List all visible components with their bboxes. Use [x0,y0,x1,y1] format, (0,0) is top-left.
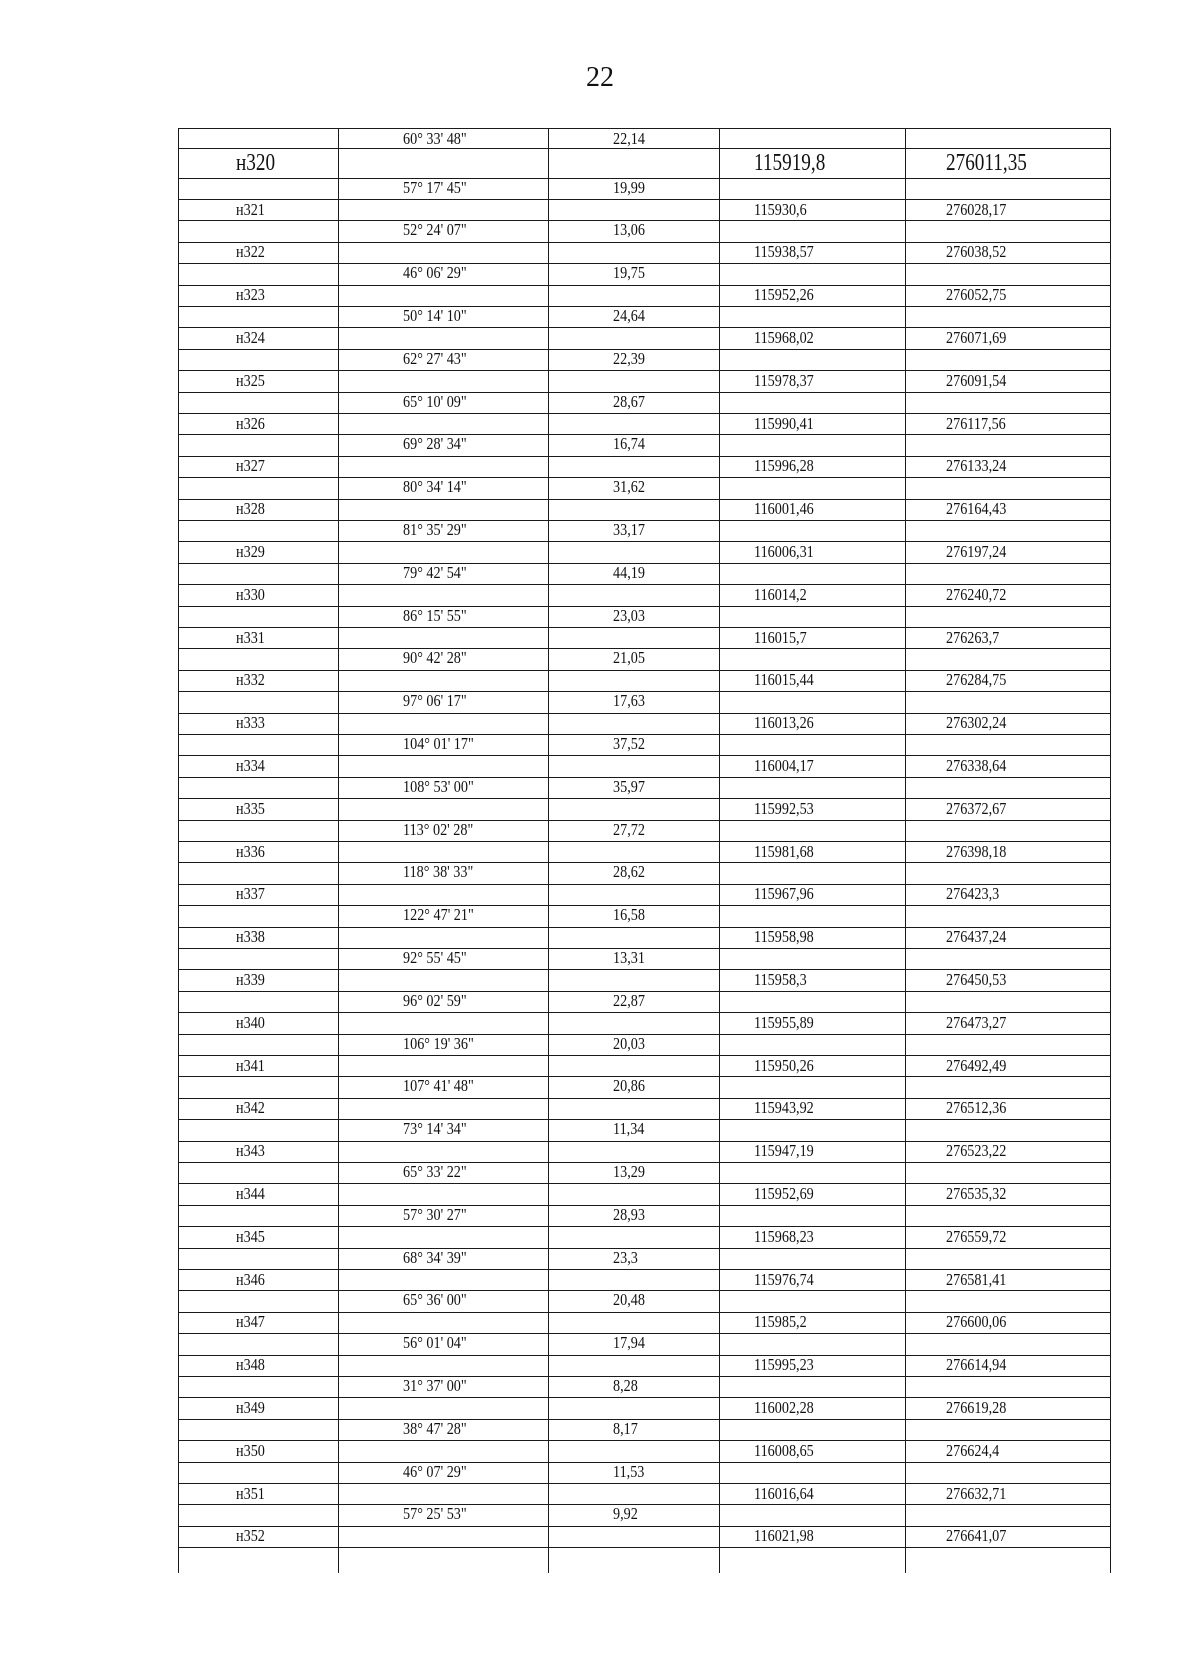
x-coordinate: 116015,7 [754,627,807,647]
y-coordinate: 276133,24 [946,456,1007,476]
y-coordinate: 276437,24 [946,927,1007,947]
x-coordinate: 115938,57 [754,242,814,262]
direction-angle: 81° 35' 29" [403,520,467,539]
segment-length: 22,87 [613,990,645,1010]
direction-angle: 113° 02' 28" [403,819,474,839]
segment-length: 13,29 [613,1162,645,1181]
y-coordinate: 276302,24 [946,713,1007,733]
y-coordinate: 276600,06 [946,1312,1007,1332]
x-coordinate: 116008,65 [754,1440,814,1460]
point-label: н352 [236,1526,265,1546]
segment-length: 31,62 [613,477,645,497]
y-coordinate: 276581,41 [946,1269,1007,1289]
segment-length: 20,48 [613,1290,645,1310]
point-label: н343 [236,1141,265,1161]
x-coordinate: 115967,96 [754,884,814,904]
direction-angle: 57° 17' 45" [403,178,467,197]
y-coordinate: 276338,64 [946,755,1007,775]
direction-angle: 65° 36' 00" [403,1290,467,1310]
segment-length: 11,53 [613,1461,645,1481]
y-coordinate: 276559,72 [946,1226,1007,1246]
x-coordinate: 115943,92 [754,1098,814,1118]
direction-angle: 65° 33' 22" [403,1162,467,1181]
segment-length: 20,03 [613,1033,645,1053]
direction-angle: 118° 38' 33" [403,862,474,882]
row-rule [178,1376,1110,1377]
direction-angle: 79° 42' 54" [403,562,467,582]
direction-angle: 57° 30' 27" [403,1204,467,1224]
row-rule [178,1504,1110,1505]
segment-length: 8,28 [613,1376,638,1395]
x-coordinate: 115952,69 [754,1183,814,1203]
segment-length: 16,58 [613,905,645,925]
row-rule [178,148,1110,149]
direction-angle: 65° 10' 09" [403,391,467,411]
direction-angle: 60° 33' 48" [403,129,467,148]
x-coordinate: 115968,02 [754,327,814,347]
y-coordinate: 276284,75 [946,670,1007,690]
point-label: н330 [236,584,265,604]
segment-length: 28,67 [613,391,645,411]
point-label: н350 [236,1440,265,1460]
direction-angle: 96° 02' 59" [403,990,467,1010]
column-rule [548,128,549,1573]
segment-length: 19,75 [613,263,645,283]
direction-angle: 56° 01' 04" [403,1333,467,1353]
point-label: н325 [236,370,265,390]
y-coordinate: 276197,24 [946,541,1007,561]
y-coordinate: 276632,71 [946,1483,1007,1503]
y-coordinate: 276117,56 [946,413,1006,433]
x-coordinate: 116002,28 [754,1397,814,1417]
y-coordinate: 276398,18 [946,841,1007,861]
row-rule [178,1419,1110,1420]
segment-length: 21,05 [613,648,645,668]
point-label: н321 [236,199,265,219]
x-coordinate: 115947,19 [754,1141,814,1161]
y-coordinate: 276263,7 [946,627,1000,647]
point-label: н324 [236,327,265,347]
x-coordinate: 116001,46 [754,499,814,519]
x-coordinate: 116004,17 [754,755,814,775]
x-coordinate: 115995,23 [754,1355,814,1375]
direction-angle: 31° 37' 00" [403,1376,467,1395]
y-coordinate: 276240,72 [946,584,1007,604]
x-coordinate: 116016,64 [754,1483,814,1503]
x-coordinate: 115968,23 [754,1226,814,1246]
segment-length: 27,72 [613,819,645,839]
segment-length: 24,64 [613,306,645,325]
segment-length: 20,86 [613,1076,645,1096]
x-coordinate: 115976,74 [754,1269,814,1289]
direction-angle: 86° 15' 55" [403,605,467,625]
x-coordinate: 116015,44 [754,670,814,690]
y-coordinate: 276011,35 [946,150,1027,176]
y-coordinate: 276071,69 [946,327,1007,347]
point-label: н345 [236,1226,265,1246]
segment-length: 22,39 [613,348,645,368]
direction-angle: 69° 28' 34" [403,434,467,454]
point-label: н342 [236,1098,265,1118]
x-coordinate: 115919,8 [754,150,826,176]
point-label: н348 [236,1355,265,1375]
point-label: н340 [236,1012,265,1032]
column-rule [719,128,720,1573]
segment-length: 33,17 [613,520,645,539]
y-coordinate: 276492,49 [946,1055,1007,1075]
y-coordinate: 276624,4 [946,1440,1000,1460]
y-coordinate: 276614,94 [946,1355,1007,1375]
segment-length: 23,03 [613,605,645,625]
direction-angle: 46° 06' 29" [403,263,467,283]
point-label: н333 [236,713,265,733]
column-rule [338,128,339,1573]
segment-length: 8,17 [613,1418,638,1438]
point-label: н329 [236,541,265,561]
x-coordinate: 116014,2 [754,584,807,604]
segment-length: 44,19 [613,562,645,582]
direction-angle: 104° 01' 17" [403,734,474,753]
direction-angle: 106° 19' 36" [403,1033,474,1053]
y-coordinate: 276091,54 [946,370,1007,390]
point-label: н320 [236,150,276,176]
segment-length: 9,92 [613,1504,638,1524]
direction-angle: 122° 47' 21" [403,905,474,925]
page-number: 22 [586,62,614,93]
x-coordinate: 115981,68 [754,841,814,861]
x-coordinate: 115996,28 [754,456,814,476]
point-label: н347 [236,1312,265,1332]
point-label: н332 [236,670,265,690]
segment-length: 19,99 [613,178,645,197]
direction-angle: 52° 24' 07" [403,220,467,240]
point-label: н331 [236,627,265,647]
y-coordinate: 276450,53 [946,969,1007,989]
x-coordinate: 115958,98 [754,927,814,947]
row-rule [178,1248,1110,1249]
segment-length: 13,06 [613,220,645,240]
x-coordinate: 116006,31 [754,541,814,561]
direction-angle: 108° 53' 00" [403,776,474,796]
x-coordinate: 115958,3 [754,969,807,989]
segment-length: 11,34 [613,1119,645,1139]
point-label: н346 [236,1269,265,1289]
x-coordinate: 115992,53 [754,798,814,818]
direction-angle: 68° 34' 39" [403,1247,467,1267]
y-coordinate: 276164,43 [946,499,1007,519]
direction-angle: 62° 27' 43" [403,348,467,368]
x-coordinate: 116013,26 [754,713,814,733]
point-label: н322 [236,242,265,262]
segment-length: 28,93 [613,1204,645,1224]
direction-angle: 38° 47' 28" [403,1418,467,1438]
direction-angle: 73° 14' 34" [403,1119,467,1139]
y-coordinate: 276028,17 [946,199,1007,219]
coordinates-table [178,128,1110,1573]
y-coordinate: 276523,22 [946,1141,1007,1161]
point-label: н337 [236,884,265,904]
y-coordinate: 276473,27 [946,1012,1007,1032]
segment-length: 17,63 [613,691,645,711]
point-label: н339 [236,969,265,989]
y-coordinate: 276423,3 [946,884,1000,904]
direction-angle: 50° 14' 10" [403,306,467,325]
point-label: н344 [236,1183,265,1203]
x-coordinate: 116021,98 [754,1526,814,1546]
column-rule [905,128,906,1573]
column-rule [178,128,179,1573]
segment-length: 37,52 [613,734,645,753]
direction-angle: 80° 34' 14" [403,477,467,497]
segment-length: 28,62 [613,862,645,882]
point-label: н351 [236,1483,265,1503]
x-coordinate: 115985,2 [754,1312,807,1332]
segment-length: 16,74 [613,434,645,454]
x-coordinate: 115950,26 [754,1055,814,1075]
y-coordinate: 276052,75 [946,285,1007,305]
point-label: н327 [236,456,265,476]
x-coordinate: 115978,37 [754,370,814,390]
direction-angle: 90° 42' 28" [403,648,467,668]
point-label: н335 [236,798,265,818]
segment-length: 23,3 [613,1247,638,1267]
y-coordinate: 276641,07 [946,1526,1007,1546]
y-coordinate: 276038,52 [946,242,1007,262]
point-label: н326 [236,413,265,433]
y-coordinate: 276512,36 [946,1098,1007,1118]
point-label: н328 [236,499,265,519]
point-label: н336 [236,841,265,861]
y-coordinate: 276619,28 [946,1397,1007,1417]
segment-length: 13,31 [613,948,645,967]
segment-length: 17,94 [613,1333,645,1353]
y-coordinate: 276535,32 [946,1183,1007,1203]
segment-length: 22,14 [613,129,645,148]
direction-angle: 92° 55' 45" [403,948,467,967]
segment-length: 35,97 [613,776,645,796]
column-rule [1110,128,1111,1573]
x-coordinate: 115930,6 [754,199,807,219]
row-rule [178,1547,1110,1548]
direction-angle: 46° 07' 29" [403,1461,467,1481]
x-coordinate: 115990,41 [754,413,814,433]
point-label: н323 [236,285,265,305]
point-label: н334 [236,755,265,775]
y-coordinate: 276372,67 [946,798,1007,818]
point-label: н349 [236,1397,265,1417]
x-coordinate: 115952,26 [754,285,814,305]
point-label: н338 [236,927,265,947]
direction-angle: 97° 06' 17" [403,691,467,711]
direction-angle: 107° 41' 48" [403,1076,474,1096]
point-label: н341 [236,1055,265,1075]
direction-angle: 57° 25' 53" [403,1504,467,1524]
x-coordinate: 115955,89 [754,1012,814,1032]
